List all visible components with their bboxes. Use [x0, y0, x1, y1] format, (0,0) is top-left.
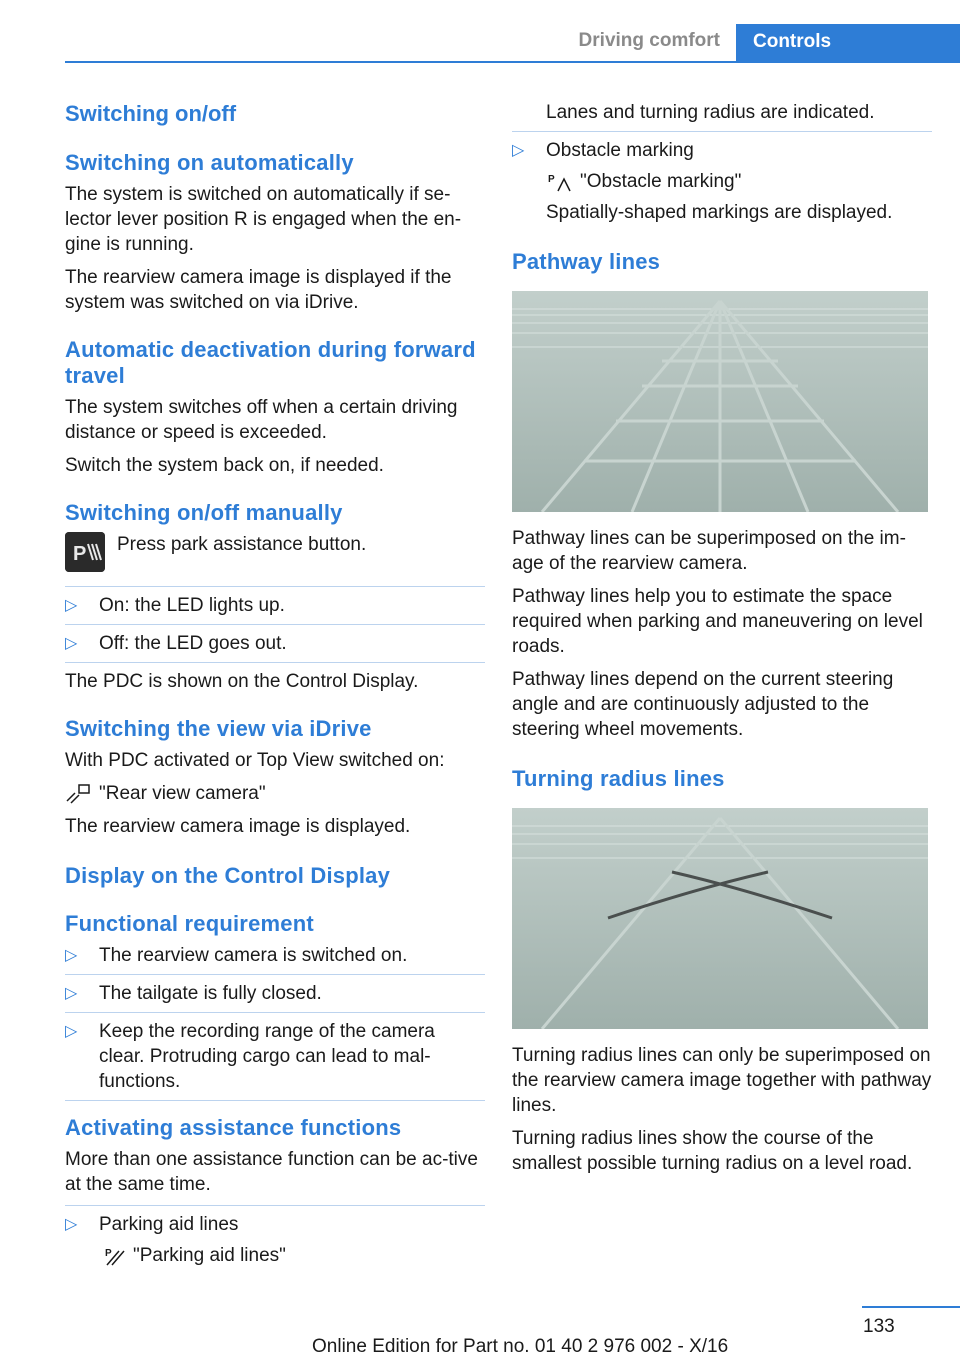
para-activating: More than one assistance function can be ac-tive at the same time.	[65, 1149, 478, 1195]
heading-auto: Switching on automatically	[65, 150, 354, 175]
para-turn-2: Turning radius lines show the course of the smallest possible turning radius on a level road.	[512, 1128, 913, 1174]
para-deact-1: The system switches off when a certain driving distance or speed is exceeded.	[65, 397, 458, 443]
bullet-triangle-icon: ▷	[65, 1216, 78, 1233]
para-path-2: Pathway lines help you to estimate the space required when parking and maneuvering on level roads.	[512, 586, 923, 657]
para-deact-2: Switch the system back on, if needed.	[65, 455, 384, 476]
obstacle-marking-label: "Obstacle marking"	[580, 171, 742, 192]
press-button-line	[65, 532, 485, 572]
svg-text:P: P	[548, 173, 555, 185]
parking-lines-label: "Parking aid lines"	[133, 1245, 286, 1266]
park-assist-button-icon	[65, 532, 105, 572]
para-view: With PDC activated or Top View switched on:	[65, 750, 445, 771]
bullet-divider	[65, 586, 485, 587]
footer-edition: Online Edition for Part no. 01 40 2 976 002 - X/16	[312, 1336, 729, 1357]
rear-view-label: "Rear view camera"	[99, 783, 266, 804]
para-view-2: The rearview camera image is displayed.	[65, 816, 411, 837]
obstacle-line	[512, 169, 932, 194]
bullet-divider	[65, 624, 485, 625]
right-column	[512, 100, 932, 1176]
para-path-3: Pathway lines depend on the current steering angle and are continuously adjusted to the steering wheel movements.	[512, 669, 894, 740]
para-path-1: Pathway lines can be superimposed on the im-age of the rearview camera.	[512, 528, 906, 574]
obstacle-marking-icon	[546, 171, 574, 193]
bullet-divider	[65, 974, 485, 975]
footer-rule	[862, 1306, 960, 1308]
list-item: ▷ The tailgate is fully closed.	[65, 983, 322, 1004]
header-section-label: Driving comfort	[578, 30, 720, 51]
pathway-lines-image	[512, 291, 928, 512]
header-tab-controls: Controls	[736, 24, 960, 62]
heading-switching: Switching on/off	[65, 101, 237, 126]
heading-display: Display on the Control Display	[65, 863, 391, 888]
parking-lines-icon	[99, 1245, 127, 1267]
para-auto-1: The system is switched on automatically if se- lector lever position R is engaged when the en- gine is running.	[65, 184, 462, 255]
header-rule	[65, 61, 960, 63]
para-obstacle: Spatially-shaped markings are displayed.	[546, 202, 893, 223]
bullet-divider	[512, 131, 932, 132]
page-header	[0, 24, 960, 62]
bullet-divider	[65, 662, 485, 663]
heading-pathway: Pathway lines	[512, 249, 661, 274]
svg-text:P: P	[105, 1247, 112, 1259]
list-item: ▷ The rearview camera is switched on.	[65, 945, 408, 966]
parking-lines-line	[65, 1243, 485, 1268]
rear-view-line	[65, 781, 485, 806]
bullet-triangle-icon: ▷	[512, 142, 525, 159]
heading-manual: Switching on/off manually	[65, 500, 343, 525]
bullet-divider	[65, 1100, 485, 1101]
heading-view: Switching the view via iDrive	[65, 716, 372, 741]
list-item: ▷ On: the LED lights up.	[65, 595, 285, 616]
bullet-triangle-icon: ▷	[65, 947, 78, 964]
page-number: 133	[863, 1316, 895, 1337]
heading-turning: Turning radius lines	[512, 766, 725, 791]
bullet-triangle-icon: ▷	[65, 597, 78, 614]
para-lanes: Lanes and turning radius are indicated.	[546, 102, 875, 123]
heading-deactivation: Automatic deactivation during forward travel	[65, 337, 476, 388]
bullet-triangle-icon: ▷	[65, 985, 78, 1002]
list-item: ▷ Keep the recording range of the camera clear. Protruding cargo can lead to mal-functions.	[65, 1021, 435, 1092]
bullet-triangle-icon: ▷	[65, 635, 78, 652]
left-column	[65, 100, 485, 1268]
rear-camera-icon	[65, 783, 93, 805]
bullet-divider	[65, 1012, 485, 1013]
heading-activating: Activating assistance functions	[65, 1115, 402, 1140]
list-item: ▷ Obstacle marking	[512, 140, 694, 161]
list-item: ▷ Parking aid lines	[65, 1214, 239, 1235]
para-pdc: The PDC is shown on the Control Display.	[65, 671, 419, 692]
svg-text:P: P	[73, 543, 87, 565]
turning-radius-image	[512, 808, 928, 1029]
heading-requirement: Functional requirement	[65, 911, 314, 936]
press-button-text: Press park assistance button.	[117, 534, 367, 555]
bullet-divider	[65, 1205, 485, 1206]
para-auto-2: The rearview camera image is displayed if the system was switched on via iDrive.	[65, 267, 452, 313]
list-item: ▷ Off: the LED goes out.	[65, 633, 287, 654]
bullet-triangle-icon: ▷	[65, 1023, 78, 1040]
para-turn-1: Turning radius lines can only be superimposed on the rearview camera image together with pathway lines.	[512, 1045, 932, 1116]
